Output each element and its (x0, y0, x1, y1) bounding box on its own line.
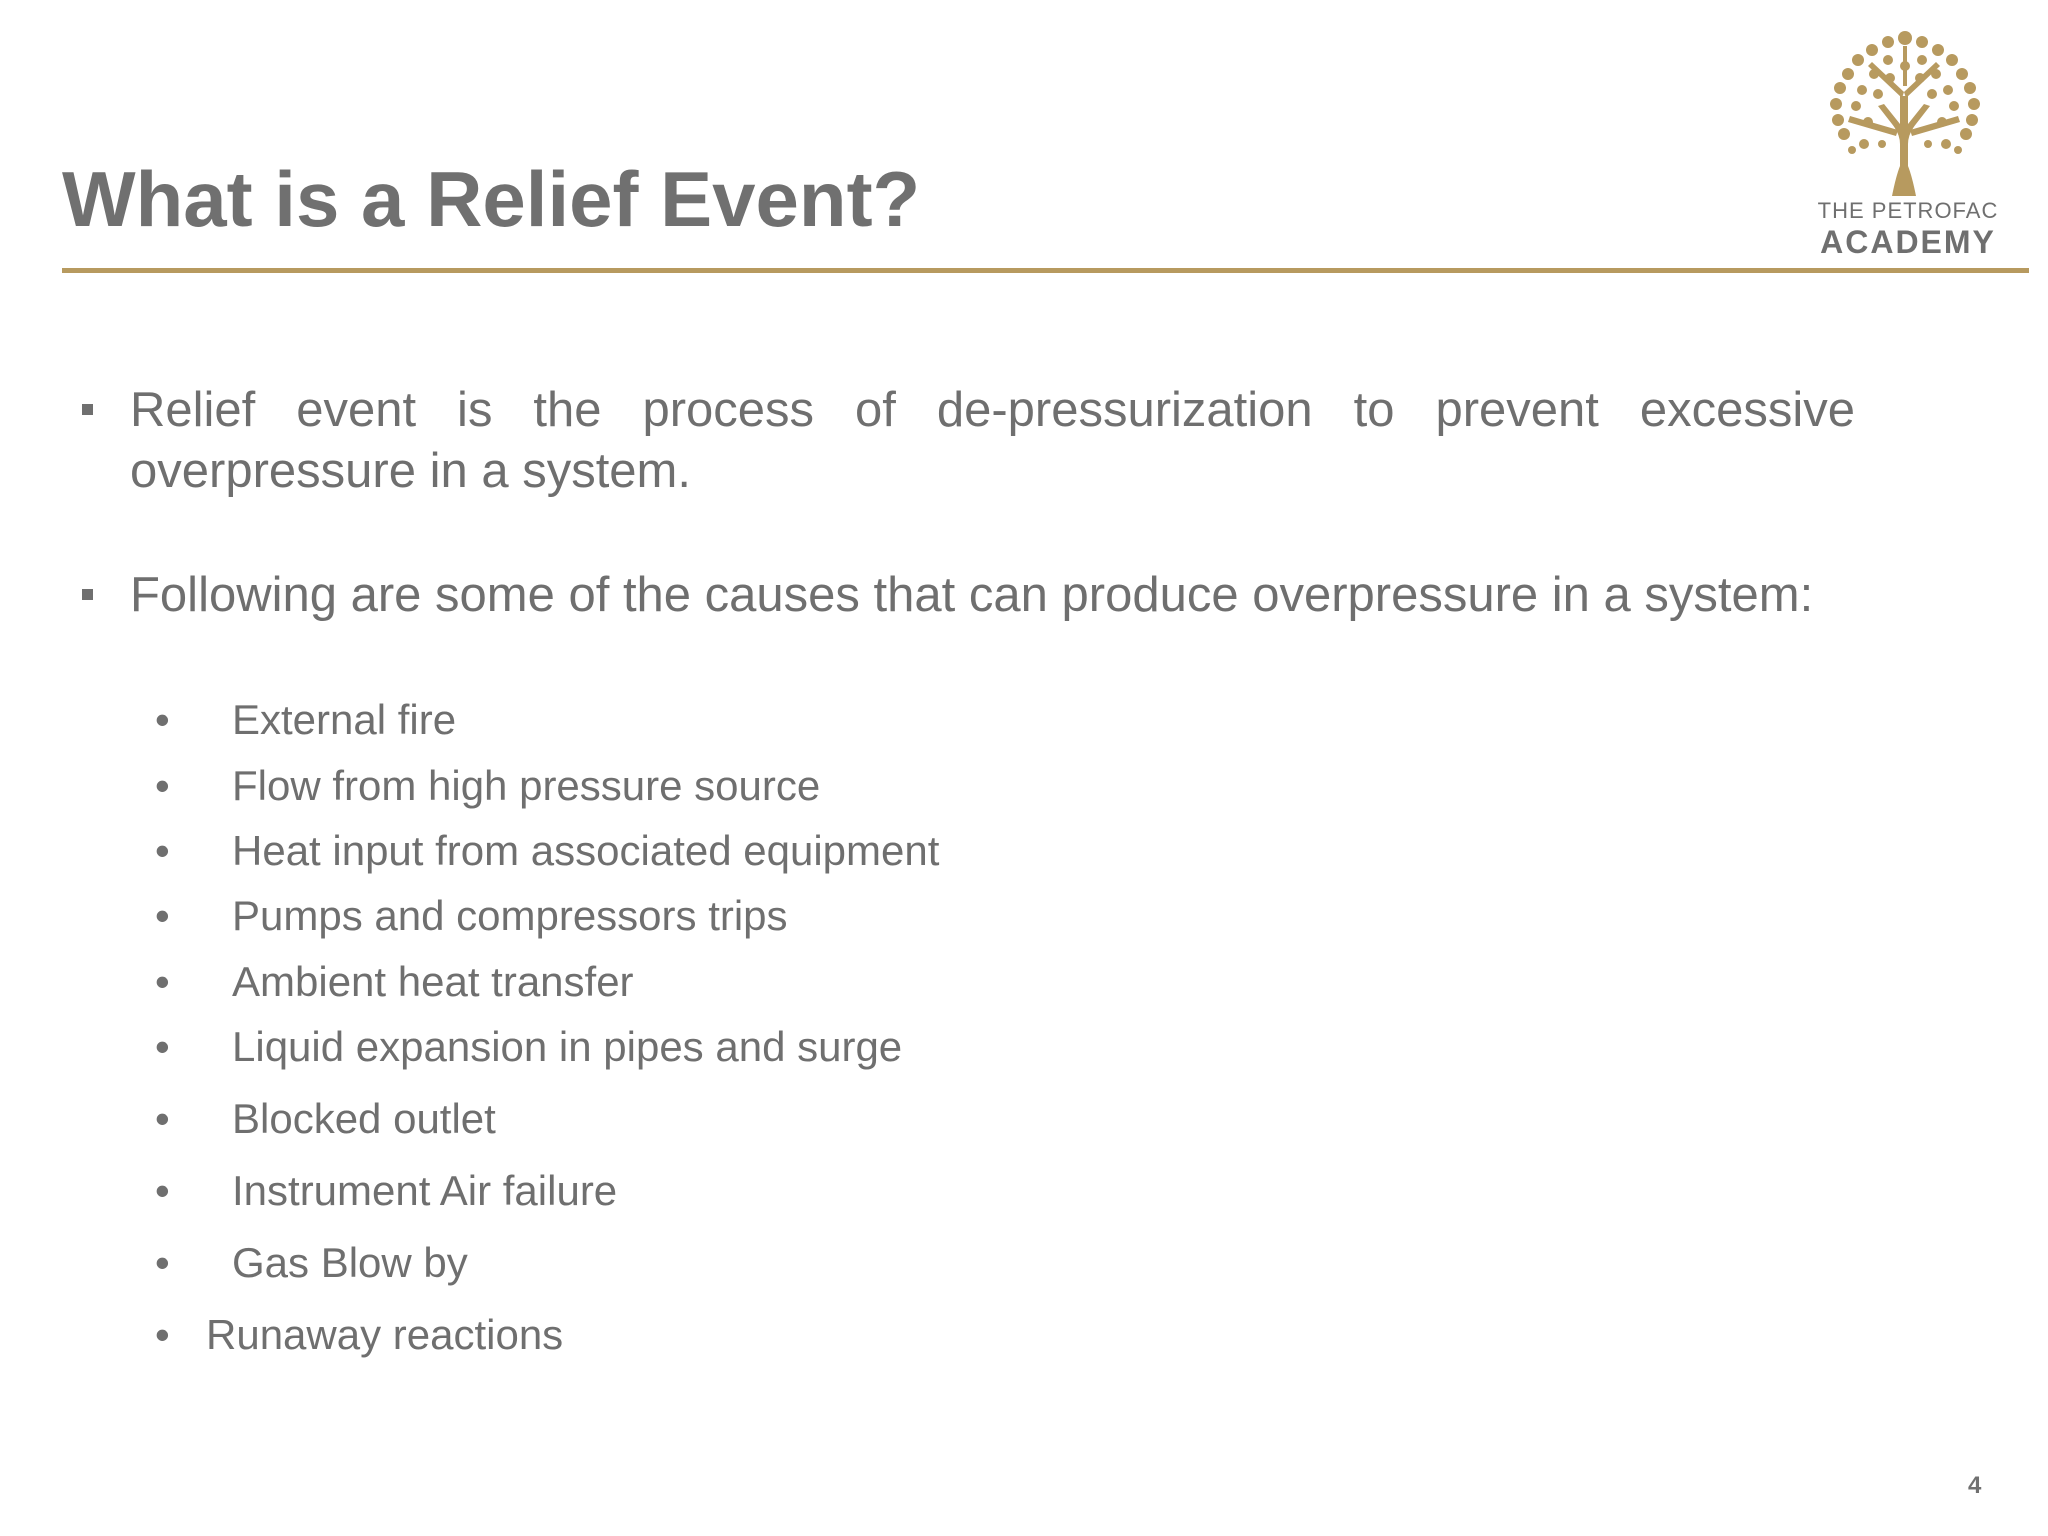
dot-bullet-icon: • (155, 892, 170, 939)
dot-bullet-icon: • (155, 762, 170, 809)
dot-bullet-icon: • (155, 1239, 170, 1286)
cause-label: Blocked outlet (232, 1095, 496, 1142)
slide-title: What is a Relief Event? (62, 155, 921, 243)
page-number: 4 (1968, 1472, 1982, 1499)
cause-label: External fire (232, 696, 457, 743)
dot-bullet-icon: • (155, 696, 170, 743)
cause-label: Heat input from associated equipment (232, 827, 940, 874)
bullet-item-causes-intro (80, 565, 1855, 626)
dot-bullet-icon: • (155, 1095, 170, 1142)
bullet-item-definition (80, 380, 1855, 502)
cause-label: Pumps and compressors trips (232, 892, 788, 939)
square-bullet-icon (82, 404, 93, 415)
dot-bullet-icon: • (155, 958, 170, 1005)
cause-label: Flow from high pressure source (232, 762, 821, 809)
dot-bullet-icon: • (155, 1311, 170, 1358)
dot-bullet-icon: • (155, 1167, 170, 1214)
logo-line-1: THE PETROFAC (1817, 198, 1999, 223)
square-bullet-icon (82, 589, 93, 600)
title-divider (62, 268, 2029, 273)
cause-label: Liquid expansion in pipes and surge (232, 1023, 903, 1070)
bullet-text: Relief event is the process of de-pressurization to prevent excessive overpressure in a system. (130, 383, 1855, 498)
petrofac-academy-logo (1808, 26, 2008, 266)
cause-label: Runaway reactions (206, 1311, 564, 1358)
cause-label: Ambient heat transfer (232, 958, 634, 1005)
tree-icon (1808, 26, 2008, 196)
dot-bullet-icon: • (155, 1023, 170, 1070)
cause-label: Gas Blow by (232, 1239, 468, 1286)
dot-bullet-icon: • (155, 827, 170, 874)
bullet-text: Following are some of the causes that can produce overpressure in a system: (130, 568, 1814, 622)
cause-label: Instrument Air failure (232, 1167, 618, 1214)
logo-line-2: ACADEMY (1820, 224, 1996, 260)
